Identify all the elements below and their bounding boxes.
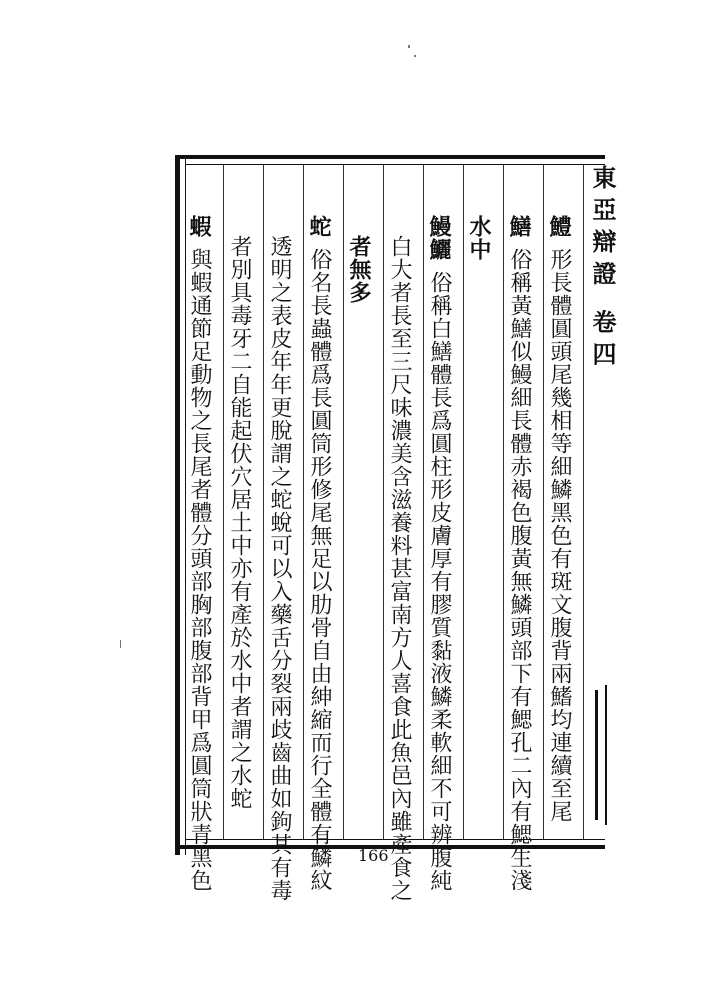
column-rule (343, 165, 344, 839)
entry-text: 透明之表皮年年更脫謂之蛇蛻可以入藥舌分裂兩歧齒曲如鉤其有毒 (267, 235, 292, 902)
text-column (228, 235, 250, 810)
scan-speck (408, 45, 410, 48)
column-rule (583, 165, 584, 839)
text-column (268, 235, 290, 902)
column-rule (463, 165, 464, 839)
entry-text: 形長體圓頭尾幾相等細鱗黑色有斑文腹背兩鰭均連續至尾 (547, 248, 572, 823)
column-rule (383, 165, 384, 839)
column-rule (543, 165, 544, 839)
entry-text: 與蝦通節足動物之長尾者體分頭部胸部腹部背甲爲圓筒狀青黑色 (187, 248, 212, 892)
entry-text: 俗名長蟲體爲長圓筒形修尾無足以肋骨自由紳縮而行全體有鱗紋 (307, 248, 332, 892)
entry-text: 者別具毒牙二自能起伏穴居土中亦有產於水中者謂之水蛇 (227, 235, 252, 810)
frame-border-top (175, 155, 605, 159)
entry-heading: 鱔 (506, 215, 532, 238)
frame-border-left-inner (185, 155, 186, 855)
entry-text: 俗稱黃鱔似鰻細長體赤褐色腹黃無鱗頭部下有鰓孔二內有鰓生淺 (507, 248, 532, 892)
entry-text: 白大者長至三尺味濃美含滋養料甚富南方人喜食此魚邑內雖產食之 (387, 235, 412, 902)
frame-border-left (175, 155, 180, 855)
column-rule (423, 165, 424, 839)
entry-heading: 水中 (466, 215, 492, 261)
page-number: 166 (358, 846, 389, 865)
text-column (428, 215, 450, 892)
column-rule (303, 165, 304, 839)
text-column (388, 235, 410, 902)
text-column (188, 215, 210, 892)
text-column (548, 215, 570, 823)
entry-heading: 鱧 (546, 215, 572, 238)
column-rule (223, 165, 224, 839)
text-column (468, 215, 490, 261)
scan-speck (414, 55, 416, 57)
frame-border-top-inner (185, 164, 605, 165)
entry-text: 俗稱白鱔體長爲圓柱形皮膚厚有膠質黏液鱗柔軟細不可辨腹純 (427, 271, 452, 892)
book-title-header: 東亞辯證 卷四 (588, 165, 617, 374)
right-margin-rule-inner (605, 685, 607, 825)
entry-heading: 蝦 (186, 215, 212, 238)
entry-heading: 鰻鱺 (426, 215, 452, 261)
entry-heading: 者無多 (346, 235, 372, 304)
column-rule (263, 165, 264, 839)
text-column (508, 215, 530, 892)
text-column (308, 215, 330, 892)
text-column (348, 235, 370, 304)
scan-speck (120, 640, 121, 648)
column-rule (503, 165, 504, 839)
entry-heading: 蛇 (306, 215, 332, 238)
